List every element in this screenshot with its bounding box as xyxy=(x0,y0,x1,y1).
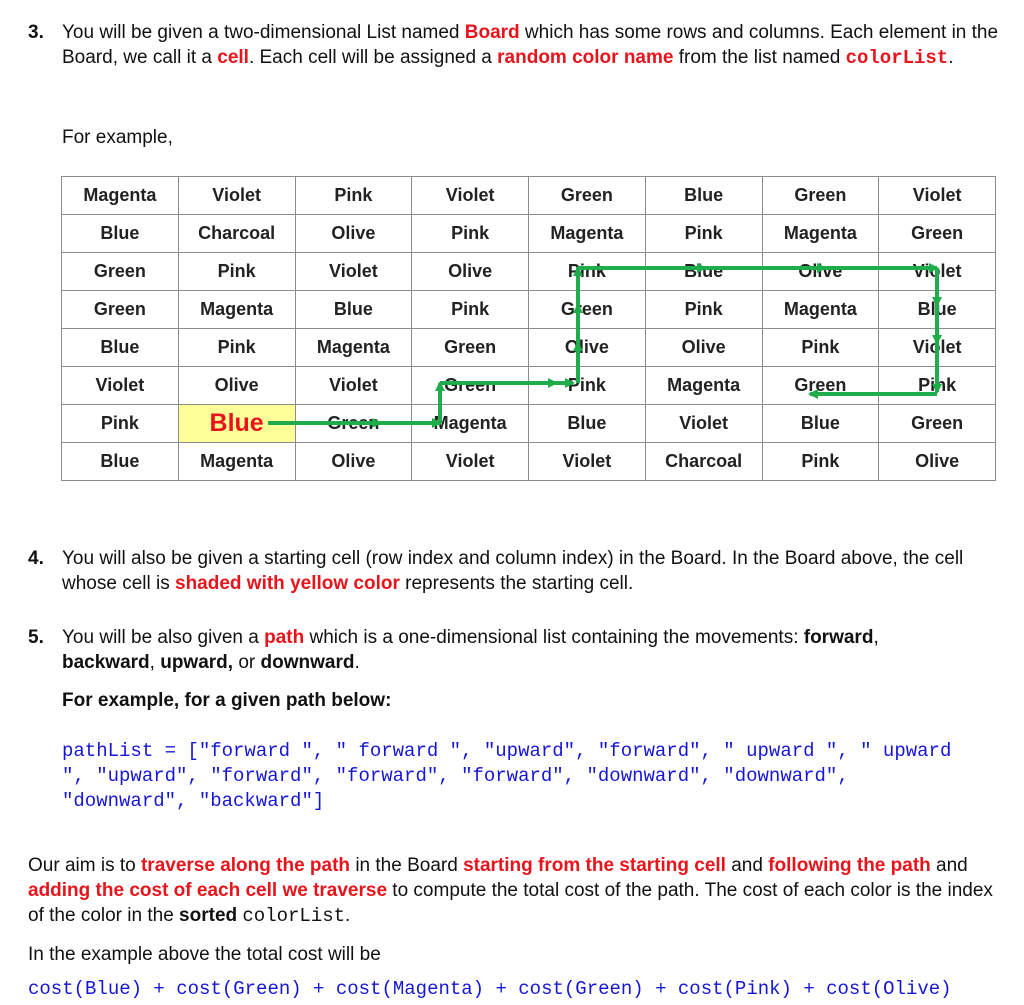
board-cell-value: Violet xyxy=(212,185,261,205)
board-cell-value: Violet xyxy=(445,451,495,471)
board-row xyxy=(62,329,996,367)
board-cell xyxy=(178,367,295,405)
board-cell xyxy=(295,443,412,481)
board-cell xyxy=(295,253,412,291)
board-cell-value: Pink xyxy=(100,413,139,433)
board-cell-value: Blue xyxy=(209,409,264,437)
board-cell xyxy=(412,367,529,405)
board-cell-value: Olive xyxy=(564,337,609,357)
board-cell xyxy=(529,405,646,443)
board-cell-value: Pink xyxy=(567,375,606,395)
board-cell-value: Blue xyxy=(567,413,607,433)
board-cell xyxy=(412,329,529,367)
item-number: 5. xyxy=(28,627,44,648)
highlight-yellow: shaded with yellow color xyxy=(175,573,400,594)
board-cell-value: Magenta xyxy=(200,299,274,319)
board-cell xyxy=(178,215,295,253)
board-cell xyxy=(645,253,762,291)
board-cell-value: Olive xyxy=(915,451,960,471)
board-cell-value: Pink xyxy=(334,185,373,205)
board-cell-value: Magenta xyxy=(783,299,857,319)
board-row xyxy=(62,367,996,405)
board-cell xyxy=(178,177,295,215)
board-cell xyxy=(762,329,879,367)
board-row xyxy=(62,177,996,215)
item-number: 3. xyxy=(28,22,44,43)
board-cell xyxy=(295,215,412,253)
board-cell-value: Green xyxy=(794,185,847,205)
board-cell-value: Magenta xyxy=(83,185,157,205)
for-example-label: For example, xyxy=(62,127,173,148)
highlight-colorlist: colorList xyxy=(845,47,949,69)
board-cell xyxy=(762,405,879,443)
board-cell xyxy=(295,291,412,329)
board-cell xyxy=(645,177,762,215)
board-cell-value: Pink xyxy=(217,261,256,281)
board-cell-value: Magenta xyxy=(550,223,624,243)
board-row xyxy=(62,443,996,481)
board-cell-value: Green xyxy=(93,261,146,281)
board-cell xyxy=(62,253,179,291)
board-cell xyxy=(879,367,996,405)
board-cell xyxy=(412,405,529,443)
board-cell xyxy=(645,443,762,481)
board-cell xyxy=(879,443,996,481)
board-cell-value: Magenta xyxy=(433,413,507,433)
board-cell xyxy=(295,367,412,405)
board-cell-value: Green xyxy=(560,299,613,319)
board-cell xyxy=(62,177,179,215)
board-cell-value: Violet xyxy=(329,261,378,281)
board-cell xyxy=(879,177,996,215)
board-row xyxy=(62,253,996,291)
board-cell-value: Pink xyxy=(918,375,957,395)
highlight-path: path xyxy=(264,627,305,648)
board-cell-value: Blue xyxy=(684,261,724,281)
item-5 xyxy=(28,625,1003,675)
board-cell-value: Magenta xyxy=(316,337,390,357)
path-example-label: For example, for a given path below: xyxy=(62,690,392,711)
board-cell-value: Pink xyxy=(801,451,840,471)
board-cell xyxy=(178,253,295,291)
board-cell-value: Green xyxy=(444,375,497,395)
board-cell xyxy=(762,253,879,291)
board-cell-value: Violet xyxy=(679,413,728,433)
board-cell-value: Olive xyxy=(214,375,259,395)
board-cell-value: Magenta xyxy=(667,375,741,395)
board-cell-value: Pink xyxy=(217,337,256,357)
board-cell-value: Olive xyxy=(448,261,493,281)
board-cell-value: Olive xyxy=(331,223,376,243)
board-cell xyxy=(879,253,996,291)
cost-expression: cost(Blue) + cost(Green) + cost(Magenta) + cost(Green) + cost(Pink) + cost(Olive) xyxy=(28,978,952,1000)
code-line-3: "downward", "backward"] xyxy=(62,790,325,812)
board-cell xyxy=(412,177,529,215)
board-cell xyxy=(62,291,179,329)
board-cell-value: Olive xyxy=(681,337,726,357)
board-cell xyxy=(178,443,295,481)
board-cell-value: Pink xyxy=(801,337,840,357)
board-cell xyxy=(62,443,179,481)
board-cell-value: Charcoal xyxy=(665,451,743,471)
board-cell-value: Magenta xyxy=(783,223,857,243)
board-cell xyxy=(62,329,179,367)
board-cell xyxy=(762,443,879,481)
board-row xyxy=(62,215,996,253)
board-cell-value: Blue xyxy=(333,299,373,319)
board-cell xyxy=(529,215,646,253)
board-cell xyxy=(879,329,996,367)
board-cell-value: Green xyxy=(794,375,847,395)
board-cell-value: Pink xyxy=(451,223,490,243)
board-cell xyxy=(879,215,996,253)
board-cell-value: Charcoal xyxy=(198,223,276,243)
board-cell-value: Blue xyxy=(100,337,140,357)
board-cell-value: Pink xyxy=(684,299,723,319)
code-line-2: ", "upward", "forward", "forward", "forward", "downward", "downward", xyxy=(62,765,849,787)
board-cell xyxy=(529,291,646,329)
board-cell xyxy=(529,443,646,481)
board-cell xyxy=(879,405,996,443)
board-cell xyxy=(645,367,762,405)
board-cell xyxy=(529,253,646,291)
board-cell xyxy=(529,367,646,405)
board-cell-value: Green xyxy=(911,223,964,243)
board-cell xyxy=(62,405,179,443)
code-line-1: pathList = ["forward ", " forward ", "upward", "forward", " upward ", " upward xyxy=(62,740,952,762)
aim-paragraph: Our aim is to traverse along the path in the Board starting from the starting cell and following the path and adding the cost of each cell we traverse to compute the total cost of the path. The cost of each color is the index of the color in the sorted colorList. xyxy=(28,855,993,927)
board-cell-value: Green xyxy=(444,337,497,357)
highlight-random-color: random color name xyxy=(497,47,674,68)
board-cell-value: Pink xyxy=(567,261,606,281)
board-cell xyxy=(412,443,529,481)
board-cell xyxy=(412,253,529,291)
board-cell xyxy=(295,405,412,443)
board-cell xyxy=(762,215,879,253)
item-4-text: You will also be given a starting cell (row index and column index) in the Board. In the Board above, the cell whose cell is shaded with yellow color represents the starting cell. xyxy=(62,548,964,594)
total-cost-label: In the example above the total cost will be xyxy=(28,944,381,965)
board-cell xyxy=(295,329,412,367)
board-cell-value: Blue xyxy=(100,451,140,471)
board-cell-value: Blue xyxy=(100,223,140,243)
item-3 xyxy=(28,20,1003,71)
board-cell-value: Green xyxy=(93,299,146,319)
board-cell xyxy=(62,215,179,253)
board-cell-value: Violet xyxy=(562,451,612,471)
board-cell xyxy=(295,177,412,215)
board-cell xyxy=(762,291,879,329)
board-row xyxy=(62,405,996,443)
board-cell xyxy=(645,215,762,253)
board-cell xyxy=(645,291,762,329)
board-cell-value: Blue xyxy=(917,299,957,319)
board-cell xyxy=(178,291,295,329)
board-row xyxy=(62,291,996,329)
board-cell xyxy=(762,177,879,215)
board-table xyxy=(61,176,996,481)
board-cell-value: Violet xyxy=(912,185,962,205)
board-cell-value: Violet xyxy=(445,185,495,205)
board-cell xyxy=(412,291,529,329)
board-cell-value: Pink xyxy=(451,299,490,319)
board-cell-value: Violet xyxy=(912,337,962,357)
highlight-board: Board xyxy=(464,22,520,43)
item-number: 4. xyxy=(28,548,44,569)
board-cell xyxy=(412,215,529,253)
board-cell-value: Green xyxy=(911,413,964,433)
board-cell-value: Green xyxy=(327,413,380,433)
board-cell xyxy=(645,405,762,443)
board-cell-value: Olive xyxy=(331,451,376,471)
board-cell xyxy=(762,367,879,405)
board-cell xyxy=(529,177,646,215)
item-5-text: You will be also given a path which is a one-dimensional list containing the movements: forward, backward, upward, or downward. xyxy=(62,627,879,673)
board-cell-value: Blue xyxy=(800,413,840,433)
board-cell xyxy=(529,329,646,367)
board-cell-value: Magenta xyxy=(200,451,274,471)
item-4 xyxy=(28,546,1003,596)
board-cell-value: Violet xyxy=(95,375,145,395)
board-cell-value: Pink xyxy=(684,223,723,243)
board-cell xyxy=(62,367,179,405)
board-cell-value: Blue xyxy=(684,185,724,205)
board-cell-value: Violet xyxy=(329,375,378,395)
start-cell xyxy=(178,405,295,443)
board-cell-value: Violet xyxy=(912,261,962,281)
board-cell-value: Green xyxy=(560,185,613,205)
board-cell-value: Olive xyxy=(798,261,843,281)
code-block xyxy=(62,739,951,814)
board-cell xyxy=(178,329,295,367)
board-cell xyxy=(645,329,762,367)
board-cell xyxy=(879,291,996,329)
highlight-cell: cell xyxy=(217,47,249,68)
item-3-text: You will be given a two-dimensional List named Board which has some rows and columns. Each element in the Board, we call it a cell. Each cell will be assigned a random color name from the list named colorList. xyxy=(62,22,999,69)
